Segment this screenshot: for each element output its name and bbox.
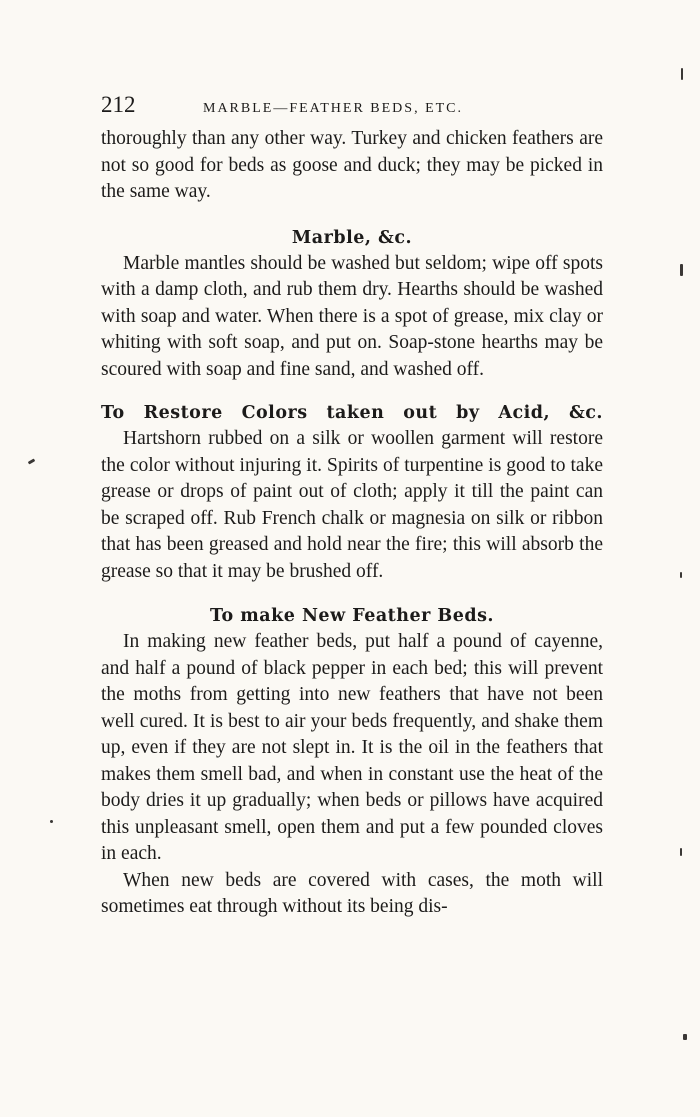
section-heading-feather-beds: To make New Feather Beds. — [209, 606, 495, 626]
running-head — [101, 92, 603, 126]
paragraph-restore-colors: Hartshorn rubbed on a silk or woollen garment will restore the color without injuring it. Spirits of turpentine is good to take grease or drops of paint out of cloth; apply it till the paint can be scraped off. Rub French chalk or magnesia on silk or ribbon that has been greased and hold near the fire; this will absorb the grease so that it may be brushed off. — [101, 428, 603, 582]
margin-speck — [50, 820, 53, 823]
paragraph-marble: Marble mantles should be washed but seldom; wipe off spots with a damp cloth, and rub them dry. Hearths should be washed with soap and water. When there is a spot of grease, mix clay or whiting with soft soap, and put on. Soap-stone hearths may be scoured with soap and fine sand, and washed off. — [101, 252, 603, 380]
margin-speck — [680, 264, 683, 276]
section-heading-restore-colors: To Restore Colors taken out by Acid, &c. — [101, 403, 603, 423]
section-heading-marble: Marble, &c. — [291, 227, 413, 248]
margin-speck — [681, 68, 683, 80]
running-title: MARBLE—FEATHER BEDS, ETC. — [203, 101, 464, 116]
continued-paragraph: thoroughly than any other way. Turkey and chicken feathers are not so good for beds as goose and duck; they may be picked in the same way. — [101, 128, 603, 202]
margin-speck — [680, 572, 682, 578]
margin-speck — [683, 1034, 687, 1040]
paragraph-bed-cases: When new beds are covered with cases, the moth will sometimes eat through without its being dis- — [101, 869, 603, 917]
page-number: 212 — [101, 92, 136, 117]
margin-speck — [28, 458, 36, 464]
paragraph-feather-beds: In making new feather beds, put half a pound of cayenne, and half a pound of black pepper in each bed; this will prevent the moths from getting into new feathers that have not been well cured. It is best to air your beds frequently, and shake them up, even if they are not slept in. It is the oil in the feathers that makes them smell bad, and when in constant use the heat of the body dries it up gradually; when beds or pillows have acquired this unpleasant smell, open them and put a few pounded cloves in each. — [101, 631, 603, 864]
book-page — [101, 92, 603, 921]
margin-speck — [680, 848, 682, 856]
